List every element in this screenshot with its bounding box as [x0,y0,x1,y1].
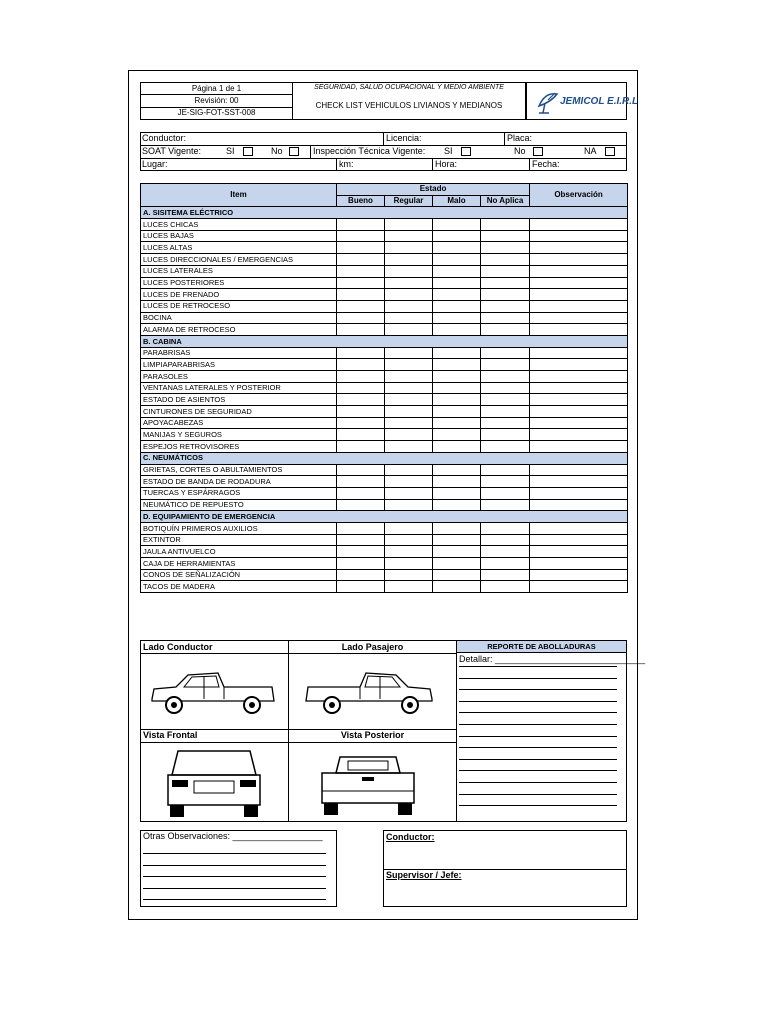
observation-line[interactable] [143,888,326,889]
estado-cell[interactable] [481,265,530,277]
estado-cell[interactable] [481,394,530,406]
estado-cell[interactable] [385,581,433,593]
estado-cell[interactable] [481,371,530,383]
table-row [141,569,628,581]
estado-cell[interactable] [385,289,433,301]
estado-cell[interactable] [481,277,530,289]
table-row [141,464,628,476]
estado-cell[interactable] [337,382,385,394]
estado-cell[interactable] [337,359,385,371]
estado-cell[interactable] [385,558,433,570]
estado-cell[interactable] [385,417,433,429]
estado-cell[interactable] [337,300,385,312]
table-row [141,382,628,394]
item-label: LUCES ALTAS [141,242,337,254]
dent-report-title: REPORTE DE ABOLLADURAS [487,642,596,651]
estado-cell[interactable] [385,499,433,511]
item-label: ESTADO DE ASIENTOS [141,394,337,406]
estado-cell[interactable] [385,324,433,336]
estado-cell[interactable] [337,230,385,242]
soat-no-label: No [271,146,283,156]
dent-line[interactable] [459,770,617,771]
item-label: TACOS DE MADERA [141,581,337,593]
estado-cell[interactable] [337,558,385,570]
estado-cell[interactable] [385,476,433,488]
observacion-header: Observación [530,184,628,207]
lado-conductor-label: Lado Conductor [143,642,213,652]
fecha-label: Fecha: [532,159,560,169]
estado-cell[interactable] [433,219,481,231]
checklist-table [140,183,628,593]
observacion-cell[interactable] [530,558,628,570]
estado-cell[interactable] [337,441,385,453]
estado-cell[interactable] [433,312,481,324]
estado-cell[interactable] [481,441,530,453]
estado-cell[interactable] [337,219,385,231]
inspeccion-no-label: No [514,146,526,156]
inspeccion-si-label: SI [444,146,453,156]
item-label: LUCES LATERALES [141,265,337,277]
estado-cell[interactable] [481,417,530,429]
item-label: BOTIQUÍN PRIMEROS AUXILIOS [141,522,337,534]
estado-cell[interactable] [481,499,530,511]
observacion-cell[interactable] [530,254,628,266]
item-label: LUCES BAJAS [141,230,337,242]
item-label: LUCES DE RETROCESO [141,300,337,312]
estado-cell[interactable] [385,242,433,254]
item-label: GRIETAS, CORTES O ABULTAMIENTOS [141,464,337,476]
dent-line[interactable] [459,666,617,667]
table-row [141,429,628,441]
observacion-cell[interactable] [530,464,628,476]
dent-line[interactable] [459,712,617,713]
observacion-cell[interactable] [530,219,628,231]
estado-cell[interactable] [337,242,385,254]
page-number: Página 1 de 1 [191,84,242,93]
estado-cell[interactable] [433,429,481,441]
observacion-cell[interactable] [530,347,628,359]
table-row [141,300,628,312]
section-row [141,452,628,464]
estado-cell[interactable] [433,499,481,511]
estado-cell[interactable] [433,382,481,394]
estado-cell[interactable] [385,569,433,581]
truck-rear-icon [318,753,418,819]
table-row [141,359,628,371]
estado-cell[interactable] [337,265,385,277]
item-header: Item [141,184,337,207]
revision: Revisión: 00 [194,96,239,105]
dent-line[interactable] [459,689,617,690]
item-label: CAJA DE HERRAMIENTAS [141,558,337,570]
estado-cell[interactable] [337,289,385,301]
estado-cell[interactable] [385,487,433,499]
estado-cell[interactable] [433,277,481,289]
observation-line[interactable] [143,865,326,866]
estado-cell[interactable] [433,487,481,499]
table-row [141,371,628,383]
dent-line[interactable] [459,724,617,725]
estado-cell[interactable] [385,230,433,242]
other-observations-label[interactable]: Otras Observaciones: __________________ [143,831,323,841]
item-label: ALARMA DE RETROCESO [141,324,337,336]
km-label: km: [339,159,354,169]
estado-cell[interactable] [433,441,481,453]
estado-cell[interactable] [433,522,481,534]
estado-cell[interactable] [481,464,530,476]
estado-cell[interactable] [481,476,530,488]
item-label: MANIJAS Y SEGUROS [141,429,337,441]
estado-cell[interactable] [433,347,481,359]
soat-si-label: SI [226,146,235,156]
section-row [141,511,628,523]
estado-cell[interactable] [385,300,433,312]
table-row [141,242,628,254]
estado-cell[interactable] [433,371,481,383]
observation-line[interactable] [143,876,326,877]
observacion-cell[interactable] [530,312,628,324]
supervisor-signature-label[interactable]: Supervisor / Jefe: [386,870,462,880]
soat-no-checkbox[interactable] [289,147,299,156]
item-label: LUCES CHICAS [141,219,337,231]
inspeccion-label: Inspección Técnica Vigente: [313,146,426,156]
estado-cell[interactable] [385,382,433,394]
observacion-cell[interactable] [530,359,628,371]
inspeccion-si-checkbox[interactable] [461,147,471,156]
dent-line[interactable] [459,782,617,783]
estado-cell[interactable] [481,230,530,242]
observacion-cell[interactable] [530,581,628,593]
placa-label: Placa: [507,133,533,143]
estado-cell[interactable] [433,581,481,593]
form-title: CHECK LIST VEHICULOS LIVIANOS Y MEDIANOS [315,101,503,110]
estado-cell[interactable] [433,265,481,277]
estado-cell[interactable] [481,429,530,441]
table-row [141,546,628,558]
soat-si-checkbox[interactable] [243,147,253,156]
estado-col-malo: Malo [433,195,481,207]
estado-cell[interactable] [433,289,481,301]
observacion-cell[interactable] [530,382,628,394]
conductor-signature-label[interactable]: Conductor: [386,832,435,842]
observacion-cell[interactable] [530,230,628,242]
observacion-cell[interactable] [530,546,628,558]
dent-line[interactable] [459,701,617,702]
dent-report-box [456,640,627,822]
truck-front-icon [164,747,264,819]
estado-cell[interactable] [337,534,385,546]
estado-cell[interactable] [337,487,385,499]
estado-col-regular: Regular [385,195,433,207]
estado-cell[interactable] [385,219,433,231]
observation-line[interactable] [143,853,326,854]
inspeccion-na-checkbox[interactable] [605,147,615,156]
estado-cell[interactable] [337,324,385,336]
item-label: ESTADO DE BANDA DE RODADURA [141,476,337,488]
item-label: LUCES POSTERIORES [141,277,337,289]
estado-cell[interactable] [481,534,530,546]
section-title: A. SISITEMA ELÉCTRICO [141,207,628,219]
item-label: CONOS DE SEÑALIZACIÓN [141,569,337,581]
estado-cell[interactable] [481,324,530,336]
licencia-label: Licencia: [386,133,422,143]
estado-cell[interactable] [385,441,433,453]
item-label: NEUMÁTICO DE REPUESTO [141,499,337,511]
observacion-cell[interactable] [530,476,628,488]
table-row [141,312,628,324]
detallar-label[interactable]: Detallar: ______________________________ [459,654,646,664]
estado-cell[interactable] [433,230,481,242]
estado-cell[interactable] [481,219,530,231]
estado-cell[interactable] [337,312,385,324]
observacion-cell[interactable] [530,265,628,277]
observacion-cell[interactable] [530,324,628,336]
estado-cell[interactable] [337,394,385,406]
estado-cell[interactable] [385,371,433,383]
table-row [141,277,628,289]
estado-cell[interactable] [337,417,385,429]
estado-cell[interactable] [433,254,481,266]
observacion-cell[interactable] [530,289,628,301]
item-label: EXTINTOR [141,534,337,546]
estado-cell[interactable] [433,569,481,581]
estado-col-no-aplica: No Aplica [481,195,530,207]
estado-cell[interactable] [337,476,385,488]
item-label: PARABRISAS [141,347,337,359]
inspeccion-na-label: NA [584,146,597,156]
estado-cell[interactable] [385,534,433,546]
observacion-cell[interactable] [530,277,628,289]
item-label: LUCES DE FRENADO [141,289,337,301]
item-label: TUERCAS Y ESPÁRRAGOS [141,487,337,499]
estado-cell[interactable] [433,394,481,406]
estado-cell[interactable] [481,522,530,534]
lugar-label: Lugar: [142,159,168,169]
item-label: BOCINA [141,312,337,324]
dent-line[interactable] [459,805,617,806]
estado-cell[interactable] [481,359,530,371]
estado-cell[interactable] [385,429,433,441]
truck-side-passenger-icon [302,665,437,720]
table-row [141,265,628,277]
other-observations-box [140,830,337,907]
vista-posterior-label: Vista Posterior [340,730,405,740]
estado-cell[interactable] [385,394,433,406]
estado-cell[interactable] [337,464,385,476]
estado-cell[interactable] [337,406,385,418]
estado-cell[interactable] [385,406,433,418]
dent-line[interactable] [459,678,617,679]
estado-cell[interactable] [337,347,385,359]
dent-line[interactable] [459,736,617,737]
inspeccion-no-checkbox[interactable] [533,147,543,156]
estado-cell[interactable] [385,522,433,534]
estado-cell[interactable] [337,546,385,558]
estado-cell[interactable] [481,581,530,593]
observacion-cell[interactable] [530,487,628,499]
table-row [141,406,628,418]
table-row [141,522,628,534]
observation-line[interactable] [143,899,326,900]
estado-cell[interactable] [433,417,481,429]
section-row [141,335,628,347]
estado-cell[interactable] [385,312,433,324]
item-label: PARASOLES [141,371,337,383]
section-title: C. NEUMÁTICOS [141,452,628,464]
estado-cell[interactable] [385,464,433,476]
observacion-cell[interactable] [530,429,628,441]
table-row [141,581,628,593]
estado-cell[interactable] [481,289,530,301]
estado-cell[interactable] [385,265,433,277]
table-row [141,487,628,499]
estado-cell[interactable] [433,242,481,254]
estado-cell[interactable] [337,254,385,266]
observacion-cell[interactable] [530,371,628,383]
table-row [141,347,628,359]
estado-cell[interactable] [481,487,530,499]
estado-cell[interactable] [481,254,530,266]
section-row [141,207,628,219]
estado-cell[interactable] [337,429,385,441]
conductor-label: Conductor: [142,133,187,143]
header-subtitle: SEGURIDAD, SALUD OCUPACIONAL Y MEDIO AMBIENTE [314,84,504,91]
satellite-dish-icon [535,88,563,116]
estado-cell[interactable] [337,522,385,534]
lado-pasajero-label: Lado Pasajero [341,642,404,652]
item-label: JAULA ANTIVUELCO [141,546,337,558]
table-row [141,394,628,406]
estado-cell[interactable] [433,534,481,546]
estado-cell[interactable] [433,464,481,476]
table-row [141,289,628,301]
observacion-cell[interactable] [530,534,628,546]
observacion-cell[interactable] [530,417,628,429]
estado-col-bueno: Bueno [337,195,385,207]
observacion-cell[interactable] [530,499,628,511]
company-logo-text: JEMICOL E.I.R.L [560,96,639,107]
item-label: ESPEJOS RETROVISORES [141,441,337,453]
dent-line[interactable] [459,759,617,760]
observacion-cell[interactable] [530,522,628,534]
observacion-cell[interactable] [530,300,628,312]
table-row [141,441,628,453]
observacion-cell[interactable] [530,569,628,581]
estado-cell[interactable] [481,569,530,581]
item-label: CINTURONES DE SEGURIDAD [141,406,337,418]
table-row [141,534,628,546]
observacion-cell[interactable] [530,394,628,406]
estado-cell[interactable] [481,558,530,570]
estado-cell[interactable] [337,581,385,593]
estado-cell[interactable] [385,359,433,371]
dent-line[interactable] [459,747,617,748]
item-label: VENTANAS LATERALES Y POSTERIOR [141,382,337,394]
estado-cell[interactable] [481,300,530,312]
estado-cell[interactable] [481,347,530,359]
section-title: D. EQUIPAMIENTO DE EMERGENCIA [141,511,628,523]
vista-frontal-label: Vista Frontal [143,730,198,740]
estado-cell[interactable] [385,277,433,289]
document-code: JE-SIG-FOT-SST-008 [177,108,256,117]
truck-side-driver-icon [148,665,278,720]
section-title: B. CABINA [141,335,628,347]
estado-cell[interactable] [433,359,481,371]
estado-cell[interactable] [385,254,433,266]
table-row [141,558,628,570]
soat-label: SOAT Vigente: [142,146,202,156]
estado-cell[interactable] [433,558,481,570]
estado-cell[interactable] [433,300,481,312]
estado-cell[interactable] [433,324,481,336]
observacion-cell[interactable] [530,242,628,254]
estado-cell[interactable] [481,242,530,254]
estado-cell[interactable] [481,312,530,324]
estado-cell[interactable] [337,499,385,511]
dent-line[interactable] [459,794,617,795]
estado-cell[interactable] [385,347,433,359]
estado-cell[interactable] [433,406,481,418]
estado-cell[interactable] [337,277,385,289]
table-row [141,230,628,242]
item-label: LIMPIAPARABRISAS [141,359,337,371]
table-row [141,254,628,266]
table-row [141,219,628,231]
item-label: APOYACABEZAS [141,417,337,429]
observacion-cell[interactable] [530,406,628,418]
hora-label: Hora: [435,159,458,169]
table-row [141,499,628,511]
estado-cell[interactable] [433,546,481,558]
estado-header: Estado [337,184,530,196]
estado-cell[interactable] [337,569,385,581]
estado-cell[interactable] [385,546,433,558]
table-row [141,417,628,429]
estado-cell[interactable] [481,382,530,394]
estado-cell[interactable] [337,371,385,383]
estado-cell[interactable] [433,476,481,488]
observacion-cell[interactable] [530,441,628,453]
item-label: LUCES DIRECCIONALES / EMERGENCIAS [141,254,337,266]
table-row [141,476,628,488]
estado-cell[interactable] [481,406,530,418]
table-row [141,324,628,336]
estado-cell[interactable] [481,546,530,558]
